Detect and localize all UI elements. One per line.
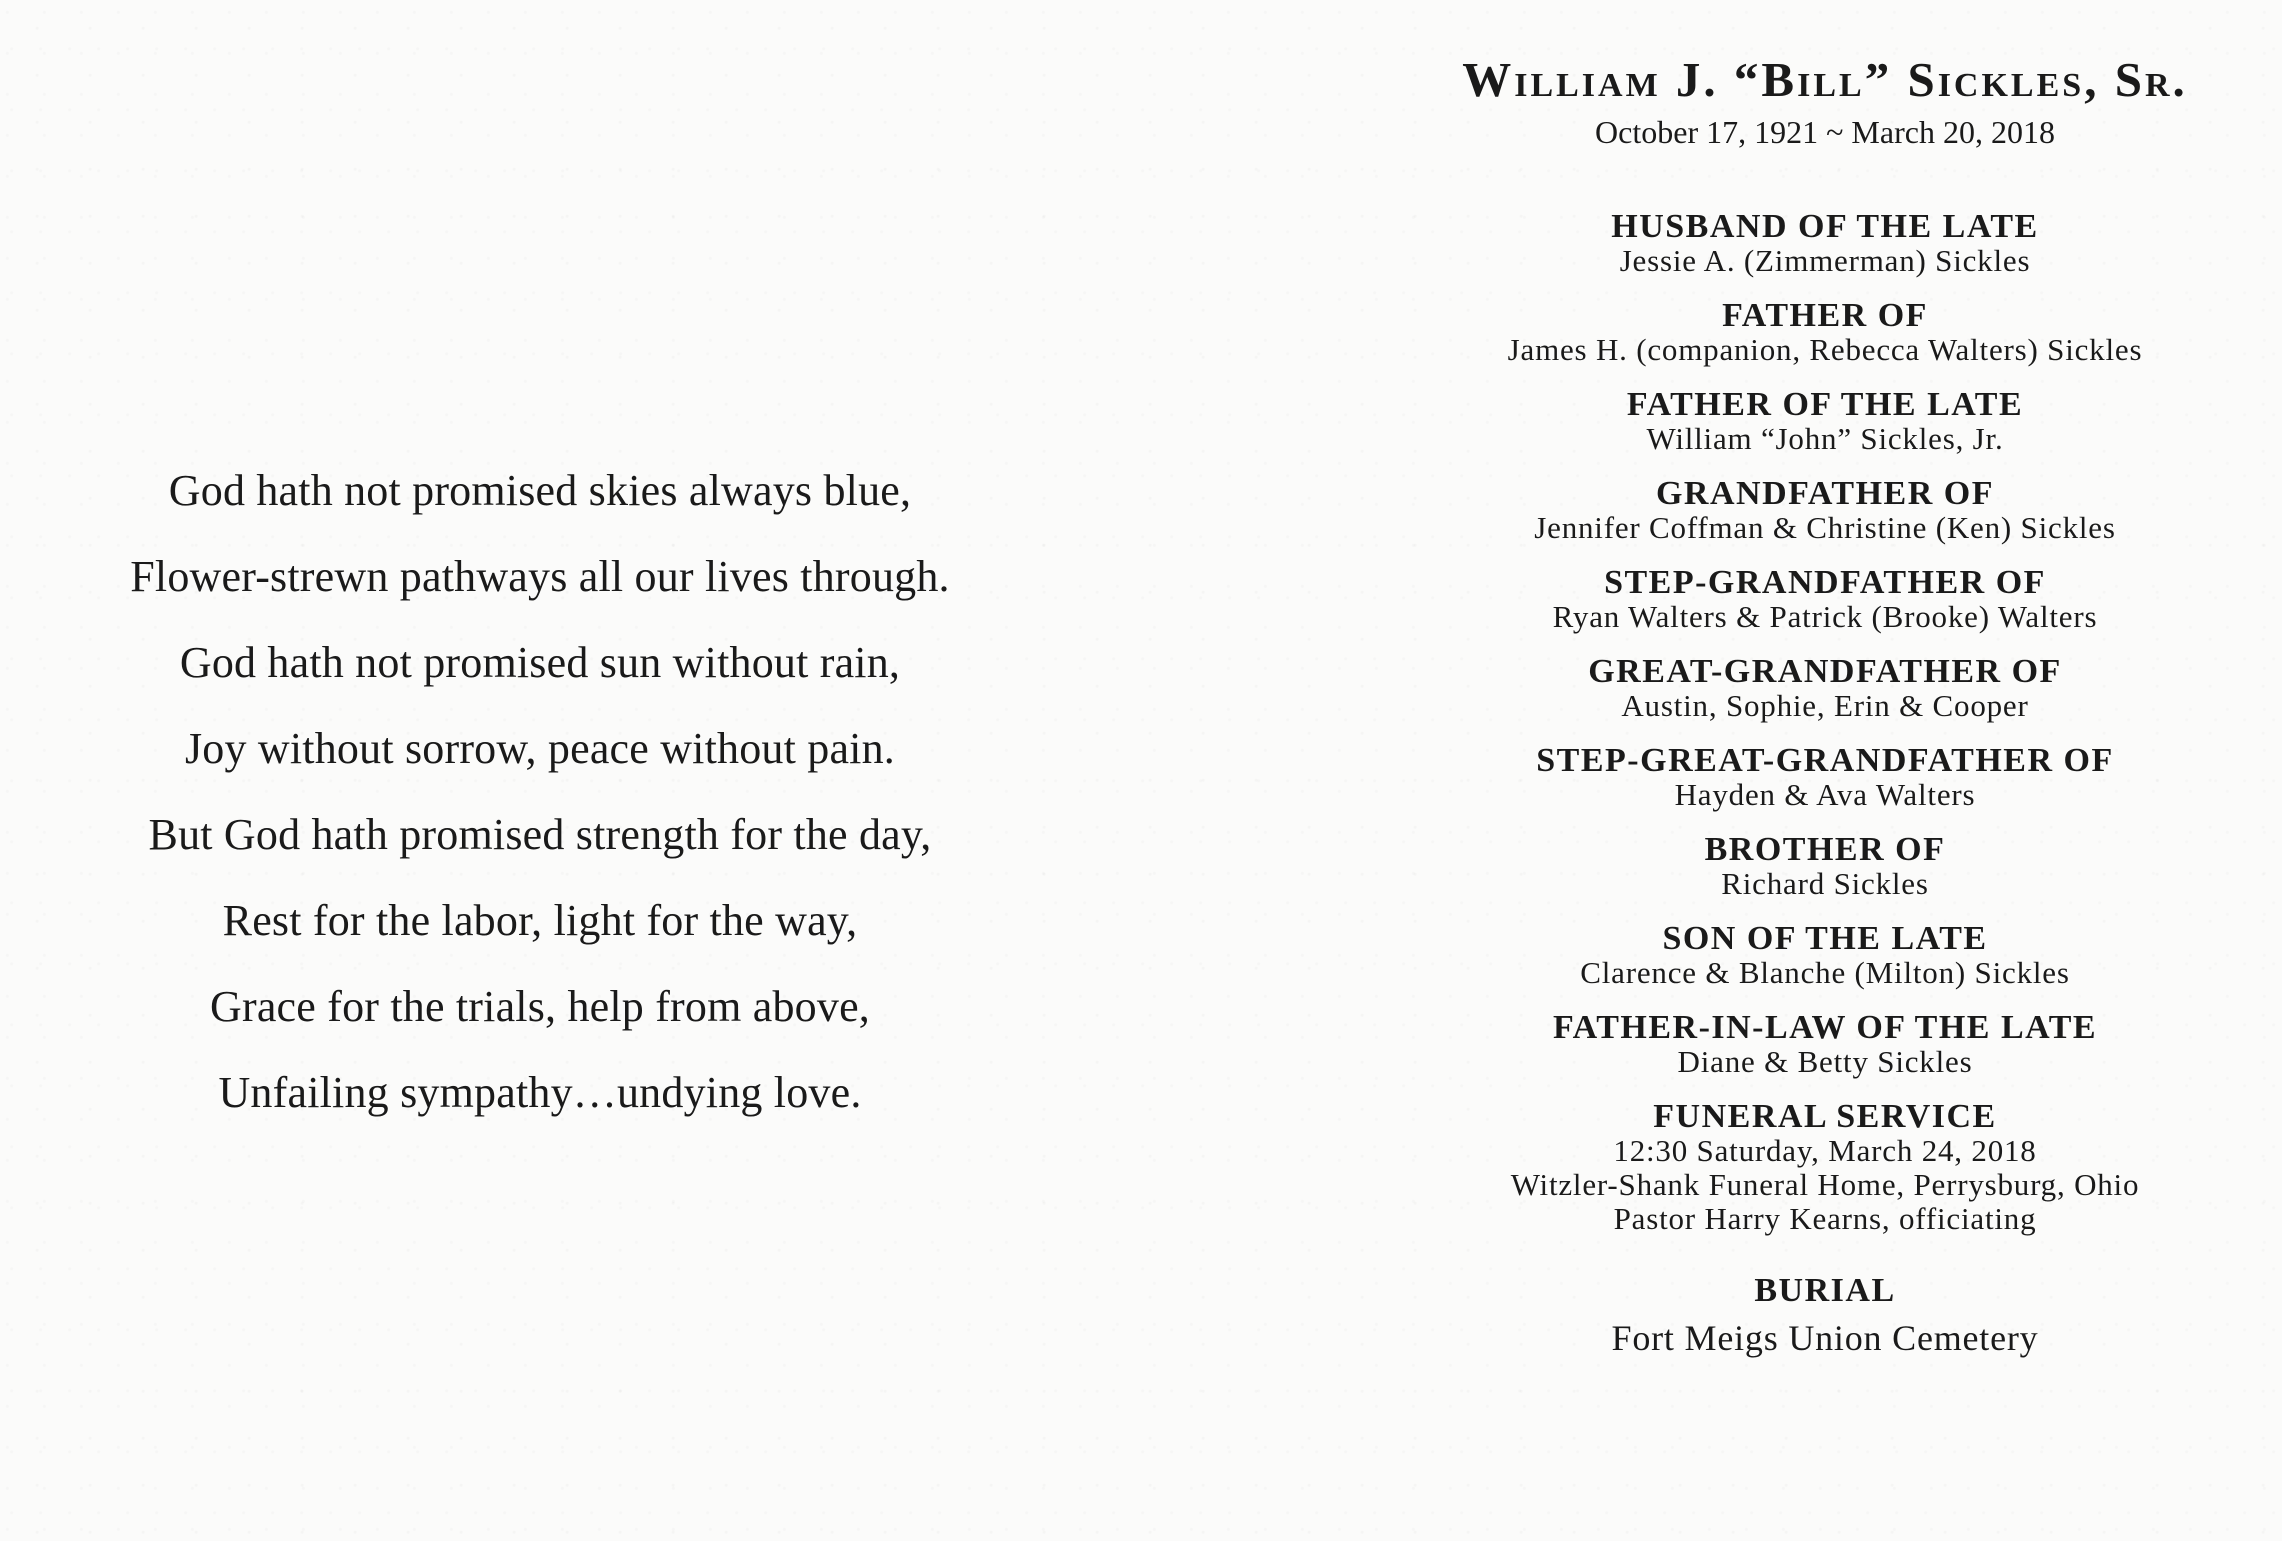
poem-line: But God hath promised strength for the day, bbox=[148, 810, 932, 859]
section-detail: Ryan Walters & Patrick (Brooke) Walters bbox=[1552, 599, 2098, 634]
family-section bbox=[1400, 388, 2250, 456]
deceased-name: William J. “Bill” Sickles, Sr. bbox=[1462, 52, 2188, 107]
family-section bbox=[1400, 744, 2250, 812]
poem-line: Joy without sorrow, peace without pain. bbox=[184, 724, 896, 773]
section-heading: GRANDFATHER OF bbox=[1655, 475, 1994, 512]
family-section bbox=[1400, 655, 2250, 723]
poem-line: Rest for the labor, light for the way, bbox=[222, 896, 858, 945]
poem bbox=[40, 448, 1040, 1136]
burial-location: Fort Meigs Union Cemetery bbox=[1611, 1318, 2039, 1358]
poem-line: God hath not promised skies always blue, bbox=[168, 466, 912, 515]
service-location: Witzler-Shank Funeral Home, Perrysburg, Ohio bbox=[1510, 1167, 2140, 1202]
section-heading: BROTHER OF bbox=[1704, 831, 1946, 868]
family-section bbox=[1400, 477, 2250, 545]
funeral-service-section bbox=[1400, 1100, 2250, 1236]
section-heading: FATHER-IN-LAW OF THE LATE bbox=[1552, 1009, 2098, 1046]
poem-line: Unfailing sympathy…undying love. bbox=[218, 1068, 862, 1117]
section-detail: James H. (companion, Rebecca Walters) Sickles bbox=[1507, 332, 2143, 367]
section-detail: Clarence & Blanche (Milton) Sickles bbox=[1580, 955, 2070, 990]
section-detail: Diane & Betty Sickles bbox=[1677, 1044, 1973, 1079]
section-detail: William “John” Sickles, Jr. bbox=[1646, 421, 2004, 456]
family-section bbox=[1400, 922, 2250, 990]
family-section bbox=[1400, 833, 2250, 901]
poem-line: Flower-strewn pathways all our lives through. bbox=[130, 552, 950, 601]
life-dates: October 17, 1921 ~ March 20, 2018 bbox=[1595, 114, 2055, 150]
section-heading: FATHER OF THE LATE bbox=[1626, 386, 2024, 423]
poem-line: Grace for the trials, help from above, bbox=[210, 982, 870, 1031]
poem-line: God hath not promised sun without rain, bbox=[179, 638, 901, 687]
section-heading: STEP-GREAT-GRANDFATHER OF bbox=[1536, 742, 2114, 779]
section-heading: BURIAL bbox=[1754, 1272, 1896, 1309]
section-detail: Richard Sickles bbox=[1721, 866, 1929, 901]
section-heading: GREAT-GRANDFATHER OF bbox=[1588, 653, 2062, 690]
family-section bbox=[1400, 299, 2250, 367]
family-section bbox=[1400, 1011, 2250, 1079]
section-detail: Hayden & Ava Walters bbox=[1674, 777, 1976, 812]
family-section bbox=[1400, 566, 2250, 634]
section-heading: HUSBAND OF THE LATE bbox=[1611, 208, 2039, 245]
section-heading: FUNERAL SERVICE bbox=[1653, 1098, 1997, 1135]
section-heading: FATHER OF bbox=[1722, 297, 1928, 334]
service-officiant: Pastor Harry Kearns, officiating bbox=[1613, 1201, 2037, 1236]
obituary-panel bbox=[1400, 50, 2250, 1383]
section-heading: STEP-GRANDFATHER OF bbox=[1604, 564, 2046, 601]
section-detail: Jessie A. (Zimmerman) Sickles bbox=[1619, 243, 2031, 278]
family-section bbox=[1400, 210, 2250, 278]
section-heading: SON OF THE LATE bbox=[1662, 920, 1988, 957]
burial-section bbox=[1400, 1274, 2250, 1362]
section-detail: Austin, Sophie, Erin & Cooper bbox=[1621, 688, 2029, 723]
service-time: 12:30 Saturday, March 24, 2018 bbox=[1613, 1133, 2037, 1168]
section-detail: Jennifer Coffman & Christine (Ken) Sickles bbox=[1534, 510, 2116, 545]
